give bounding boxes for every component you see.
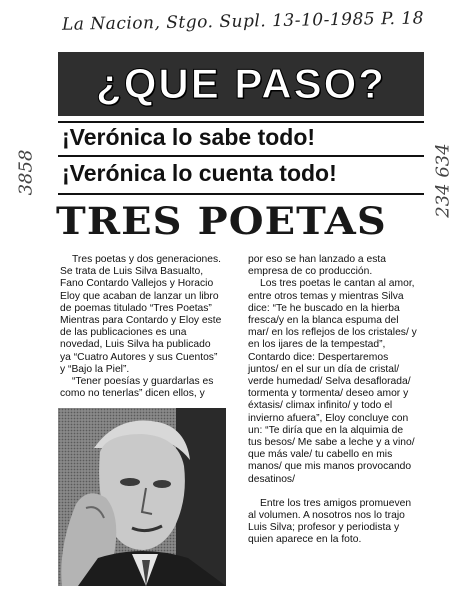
archive-number-left: 3858 [15,149,37,196]
article-paragraph: Tres poetas y dos generaciones. Se trata de Luis Silva Basualto, Fano Contardo Vallejos y Horacio Eloy que acaban de lanzar un libro de poemas titulado “Tres Poetas” Mientras para Contardo y Eloy este de las publicaciones es una novedad, Luis Silva ha publicado ya “Cuatro Autores y sus Cuentos” y “Bajo la Piel”. [60,254,222,375]
portrait-photo [58,408,226,586]
article-paragraph: por eso se han lanzado a esta empresa de co producción. [248,254,386,278]
bottom-divider [58,193,424,195]
handwritten-source-note: La Nacion, Stgo. Supl. 13-10-1985 P. 18 [61,8,425,35]
article-left-column [60,254,224,400]
middle-divider [58,155,424,157]
top-divider [58,121,424,123]
headline-secondary: ¡Verónica lo cuenta todo! [62,160,337,186]
article-right-column [248,254,418,547]
headline-primary: ¡Verónica lo sabe todo! [62,124,316,150]
portrait-photo-graphic [58,408,226,586]
article-paragraph: Entre los tres amigos promueven al volumen. A nosotros nos lo trajo Luis Silva; profesor y periodista y quien aparece en la foto. [248,497,412,546]
archive-number-right: 234 634 [432,143,454,218]
article-paragraph: Los tres poetas le cantan al amor, entre otros temas y mientras Silva dice: “Te he buscado en la hierba fresca/y en la blanca espuma del mar/ en los reflejos de los cristales/ y en los ijares de la tempestad”, Contardo dice: Despertaremos juntos/ en el sur un día de cristal/ verde humedad/ Selva desaflorada/ tormenta y tormenta/ deseo amor y éxtasis/ climax infinito/ y todo el invierno afuera”, Eloy concluye con un: “Te diría que en la alquimia de tus besos/ Me sabe a leche y a vino/ que más vale/ tu cabello en mis manos/ que mis manos provocando desatinos/ [248,278,417,485]
section-banner-title: ¿QUE PASO? [96,60,386,107]
article-paragraph: “Tener poesías y guardarlas es como no tenerlas” dicen ellos, y [60,376,214,400]
article-title: TRES POETAS [56,199,387,243]
